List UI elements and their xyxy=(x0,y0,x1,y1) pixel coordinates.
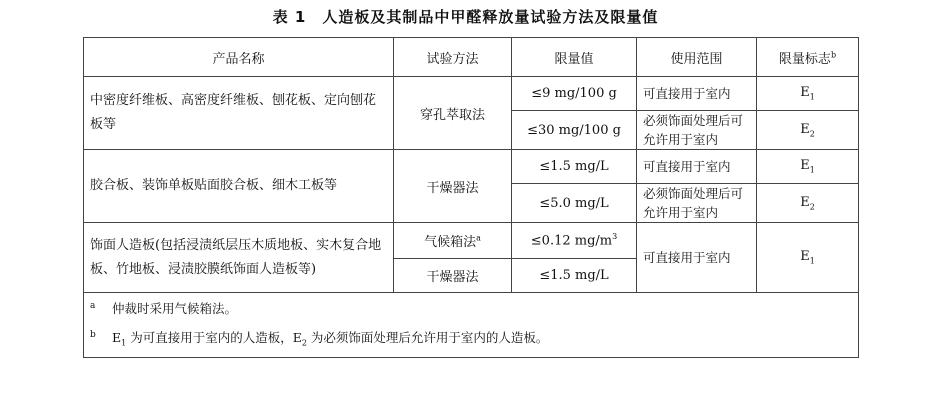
method-sup: a xyxy=(476,233,481,243)
mark-sub: 2 xyxy=(809,129,815,139)
footnote-marker: b xyxy=(90,330,96,341)
footnote-text-part: 为可直接用于室内的人造板，E xyxy=(126,330,302,346)
mark-base: E xyxy=(800,121,810,137)
mark-cell xyxy=(757,150,859,184)
limit-cell xyxy=(512,223,637,259)
footnote-text-part: E xyxy=(112,330,122,346)
table-title: 表 1 人造板及其制品中甲醛释放量试验方法及限量值 xyxy=(272,8,659,26)
header-limit-mark xyxy=(757,38,859,77)
limit-cell: ≤5.0 mg/L xyxy=(512,184,637,223)
method-cell: 穿孔萃取法 xyxy=(394,77,512,150)
footnote-marker: a xyxy=(90,301,96,311)
notes-row xyxy=(84,293,859,358)
header-usage-scope: 使用范围 xyxy=(637,38,757,77)
mark-base: E xyxy=(800,85,810,101)
mark-base: E xyxy=(800,249,810,265)
mark-cell xyxy=(757,223,859,293)
footnotes-cell xyxy=(84,293,859,358)
method-cell xyxy=(394,223,512,259)
limit-cell: ≤1.5 mg/L xyxy=(512,259,637,293)
header-limit-value: 限量值 xyxy=(512,38,637,77)
limit-sup: 3 xyxy=(612,232,618,242)
mark-base: E xyxy=(800,194,810,210)
mark-cell xyxy=(757,184,859,223)
header-row xyxy=(84,38,859,77)
product-name-cell: 饰面人造板(包括浸渍纸层压木质地板、实木复合地板、竹地板、浸渍胶膜纸饰面人造板等) xyxy=(84,223,394,293)
limit-text: ≤0.12 mg/m xyxy=(530,233,613,249)
footnote-b xyxy=(90,322,852,357)
product-name-cell: 中密度纤维板、高密度纤维板、刨花板、定向刨花板等 xyxy=(84,77,394,150)
header-limit-mark-sup: b xyxy=(830,50,837,60)
scope-cell: 必须饰面处理后可允许用于室内 xyxy=(637,184,757,223)
table-row xyxy=(84,150,859,184)
product-name-cell: 胶合板、装饰单板贴面胶合板、细木工板等 xyxy=(84,150,394,223)
mark-sub: 1 xyxy=(809,165,815,175)
table-row xyxy=(84,77,859,111)
limit-cell: ≤9 mg/100 g xyxy=(512,77,637,111)
limit-cell: ≤1.5 mg/L xyxy=(512,150,637,184)
mark-sub: 1 xyxy=(809,256,815,266)
mark-base: E xyxy=(800,158,810,174)
footnote-sub: 2 xyxy=(301,338,307,348)
mark-cell xyxy=(757,111,859,150)
footnote-text: 仲裁时采用气候箱法。 xyxy=(112,301,238,317)
scope-cell: 必须饰面处理后可允许用于室内 xyxy=(637,111,757,150)
mark-cell xyxy=(757,77,859,111)
footnote-a xyxy=(90,293,852,322)
header-limit-mark-text: 限量标志 xyxy=(778,51,831,67)
mark-sub: 2 xyxy=(809,202,815,212)
mark-sub: 1 xyxy=(809,92,815,102)
header-test-method: 试验方法 xyxy=(394,38,512,77)
footnote-sub: 1 xyxy=(121,338,127,348)
method-text: 气候箱法 xyxy=(424,235,477,250)
formaldehyde-limit-table xyxy=(83,37,859,358)
footnote-text-part: 为必须饰面处理后允许用于室内的人造板。 xyxy=(306,330,549,346)
limit-cell: ≤30 mg/100 g xyxy=(512,111,637,150)
header-product-name: 产品名称 xyxy=(84,38,394,77)
scope-cell: 可直接用于室内 xyxy=(637,223,757,293)
method-cell: 干燥器法 xyxy=(394,259,512,293)
scope-cell: 可直接用于室内 xyxy=(637,77,757,111)
scope-cell: 可直接用于室内 xyxy=(637,150,757,184)
table-row xyxy=(84,223,859,259)
method-cell: 干燥器法 xyxy=(394,150,512,223)
